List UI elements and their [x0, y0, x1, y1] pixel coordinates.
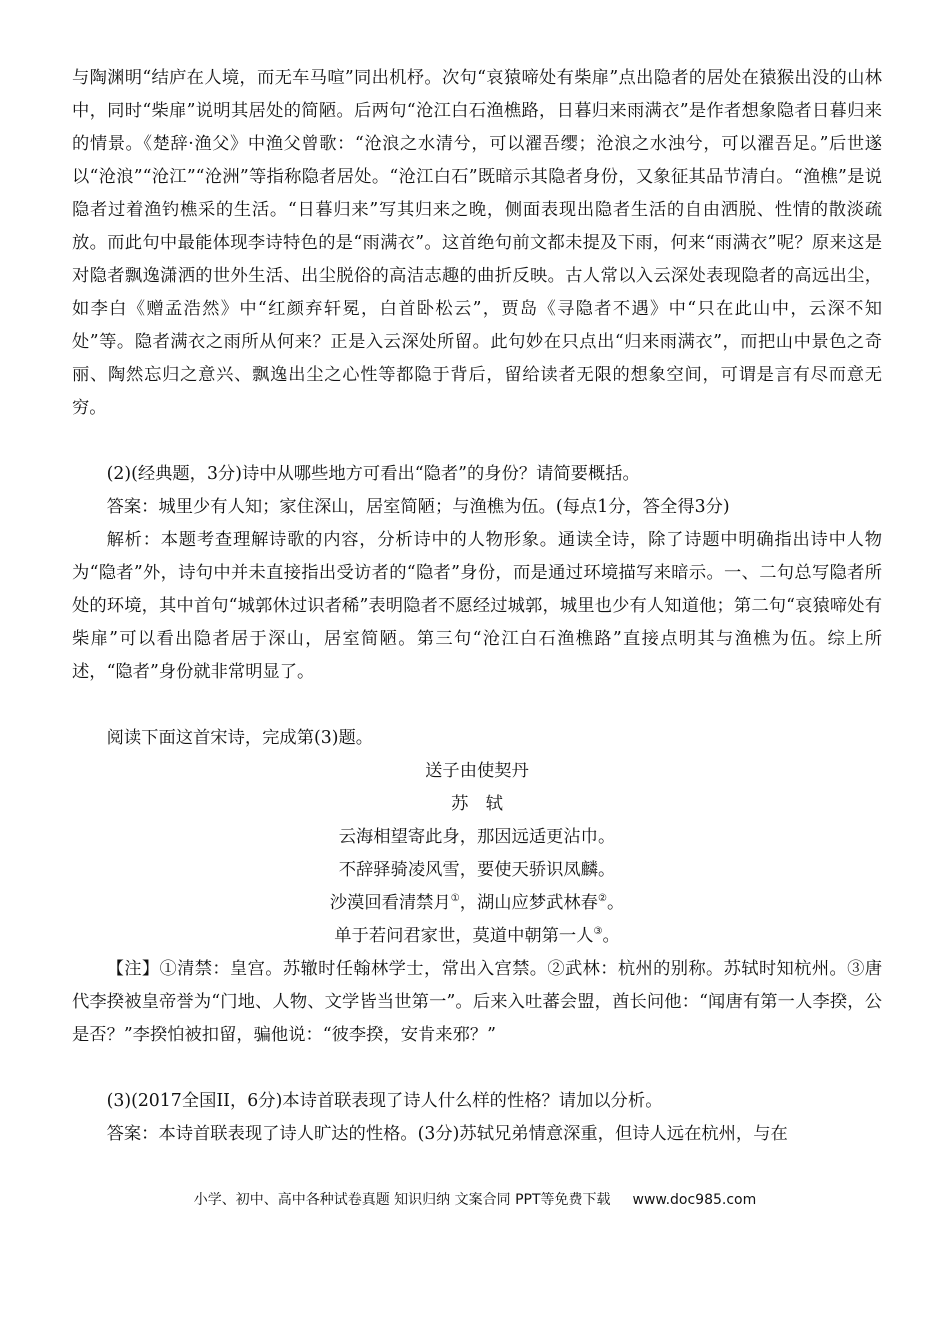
poem-line-4-part-a: 单于若问君家世，莫道中朝第一人 [334, 926, 594, 946]
page-footer [0, 1190, 950, 1210]
answer-3: 答案：本诗首联表现了诗人旷达的性格。(3分)苏轼兄弟情意深重，但诗人远在杭州，与在 [106, 1124, 788, 1144]
note-marker-1: ① [450, 893, 460, 905]
poem-line-3-part-b: ，湖山应梦武林春 [459, 893, 598, 913]
document-page [72, 62, 882, 1151]
poem-line-3 [72, 887, 882, 920]
poem-line-4 [72, 920, 882, 953]
reading-prompt: 阅读下面这首宋诗，完成第(3)题。 [106, 728, 374, 748]
footer-website: www.doc985.com [632, 1192, 757, 1208]
footer-text: 小学、初中、高中各种试卷真题 知识归纳 文案合同 PPT等免费下载 [193, 1192, 611, 1208]
poem-author-line [72, 788, 882, 821]
poem-line-2: 不辞驿骑凌风雪，要使天骄识凤麟。 [338, 860, 616, 880]
poem-line-3-part-a: 沙漠回看清禁月 [329, 893, 451, 913]
spacer [72, 689, 882, 722]
note-marker-2: ② [597, 893, 607, 905]
answer-2: 答案：城里少有人知；家住深山，居室简陋；与渔樵为伍。(每点1分，答全得3分) [106, 497, 730, 517]
note-marker-3: ③ [593, 926, 603, 938]
poem-line-3-part-c: 。 [606, 893, 625, 913]
poem-notes: 【注】①清禁：皇宫。苏辙时任翰林学士，常出入宫禁。②武林：杭州的别称。苏轼时知杭州。③唐代李揆被皇帝誉为“门地、人物、文学皆当世第一”。后来入吐蕃会盟，酋长问他：“闻唐有第一人李揆，公是否？”李揆怕被扣留，骗他说：“彼李揆，安肯来邪？” [72, 959, 882, 1045]
poem-author: 苏轼 [451, 794, 521, 814]
analysis-paragraph-1: 与陶渊明“结庐在人境，而无车马喧”同出机杼。次句“哀猿啼处有柴扉”点出隐者的居处在猿猴出没的山林中，同时“柴扉”说明其居处的简陋。后两句“沧江白石渔樵路，日暮归来雨满衣”是作者想象隐者日暮归来的情景。《楚辞·渔父》中渔父曾歌：“沧浪之水清兮，可以濯吾缨；沧浪之水浊兮，可以濯吾足。”后世遂以“沧浪”“沧江”“沧洲”等指称隐者居处。“沧江白石”既暗示其隐者身份，又象征其品节清白。“渔樵”是说隐者过着渔钓樵采的生活。“日暮归来”写其归来之晚，侧面表现出隐者生活的自由洒脱、性情的散淡疏放。而此句中最能体现李诗特色的是“雨满衣”。这首绝句前文都未提及下雨，何来“雨满衣”呢？原来这是对隐者飘逸潇洒的世外生活、出尘脱俗的高洁志趣的曲折反映。古人常以入云深处表现隐者的高远出尘，如李白《赠孟浩然》中“红颜弃轩冕，白首卧松云”，贾岛《寻隐者不遇》中“只在此山中，云深不知处”等。隐者满衣之雨所从何来？正是入云深处所留。此句妙在只点出“归来雨满衣”，而把山中景色之奇丽、陶然忘归之意兴、飘逸出尘之心性等都隐于背后，留给读者无限的想象空间，可谓是言有尽而意无穷。 [72, 68, 882, 418]
question-2: (2)(经典题，3分)诗中从哪些地方可看出“隐者”的身份？请简要概括。 [106, 464, 640, 484]
analysis-2: 解析：本题考查理解诗歌的内容，分析诗中的人物形象。通读全诗，除了诗题中明确指出诗中人物为“隐者”外，诗句中并未直接指出受访者的“隐者”身份，而是通过环境描写来暗示。一、二句总写隐者所处的环境，其中首句“城郭休过识者稀”表明隐者不愿经过城郭，城里也少有人知道他；第二句“哀猿啼处有柴扉”可以看出隐者居于深山，居室简陋。第三句“沧江白石渔樵路”直接点明其与渔樵为伍。综上所述，“隐者”身份就非常明显了。 [72, 530, 882, 682]
poem-line-1: 云海相望寄此身，那因远适更沾巾。 [338, 827, 616, 847]
poem-title: 送子由使契丹 [425, 761, 529, 781]
spacer [72, 1052, 882, 1085]
spacer [72, 425, 882, 458]
question-3: (3)(2017全国II，6分)本诗首联表现了诗人什么样的性格？请加以分析。 [106, 1091, 663, 1111]
poem-line-4-part-b: 。 [602, 926, 620, 946]
